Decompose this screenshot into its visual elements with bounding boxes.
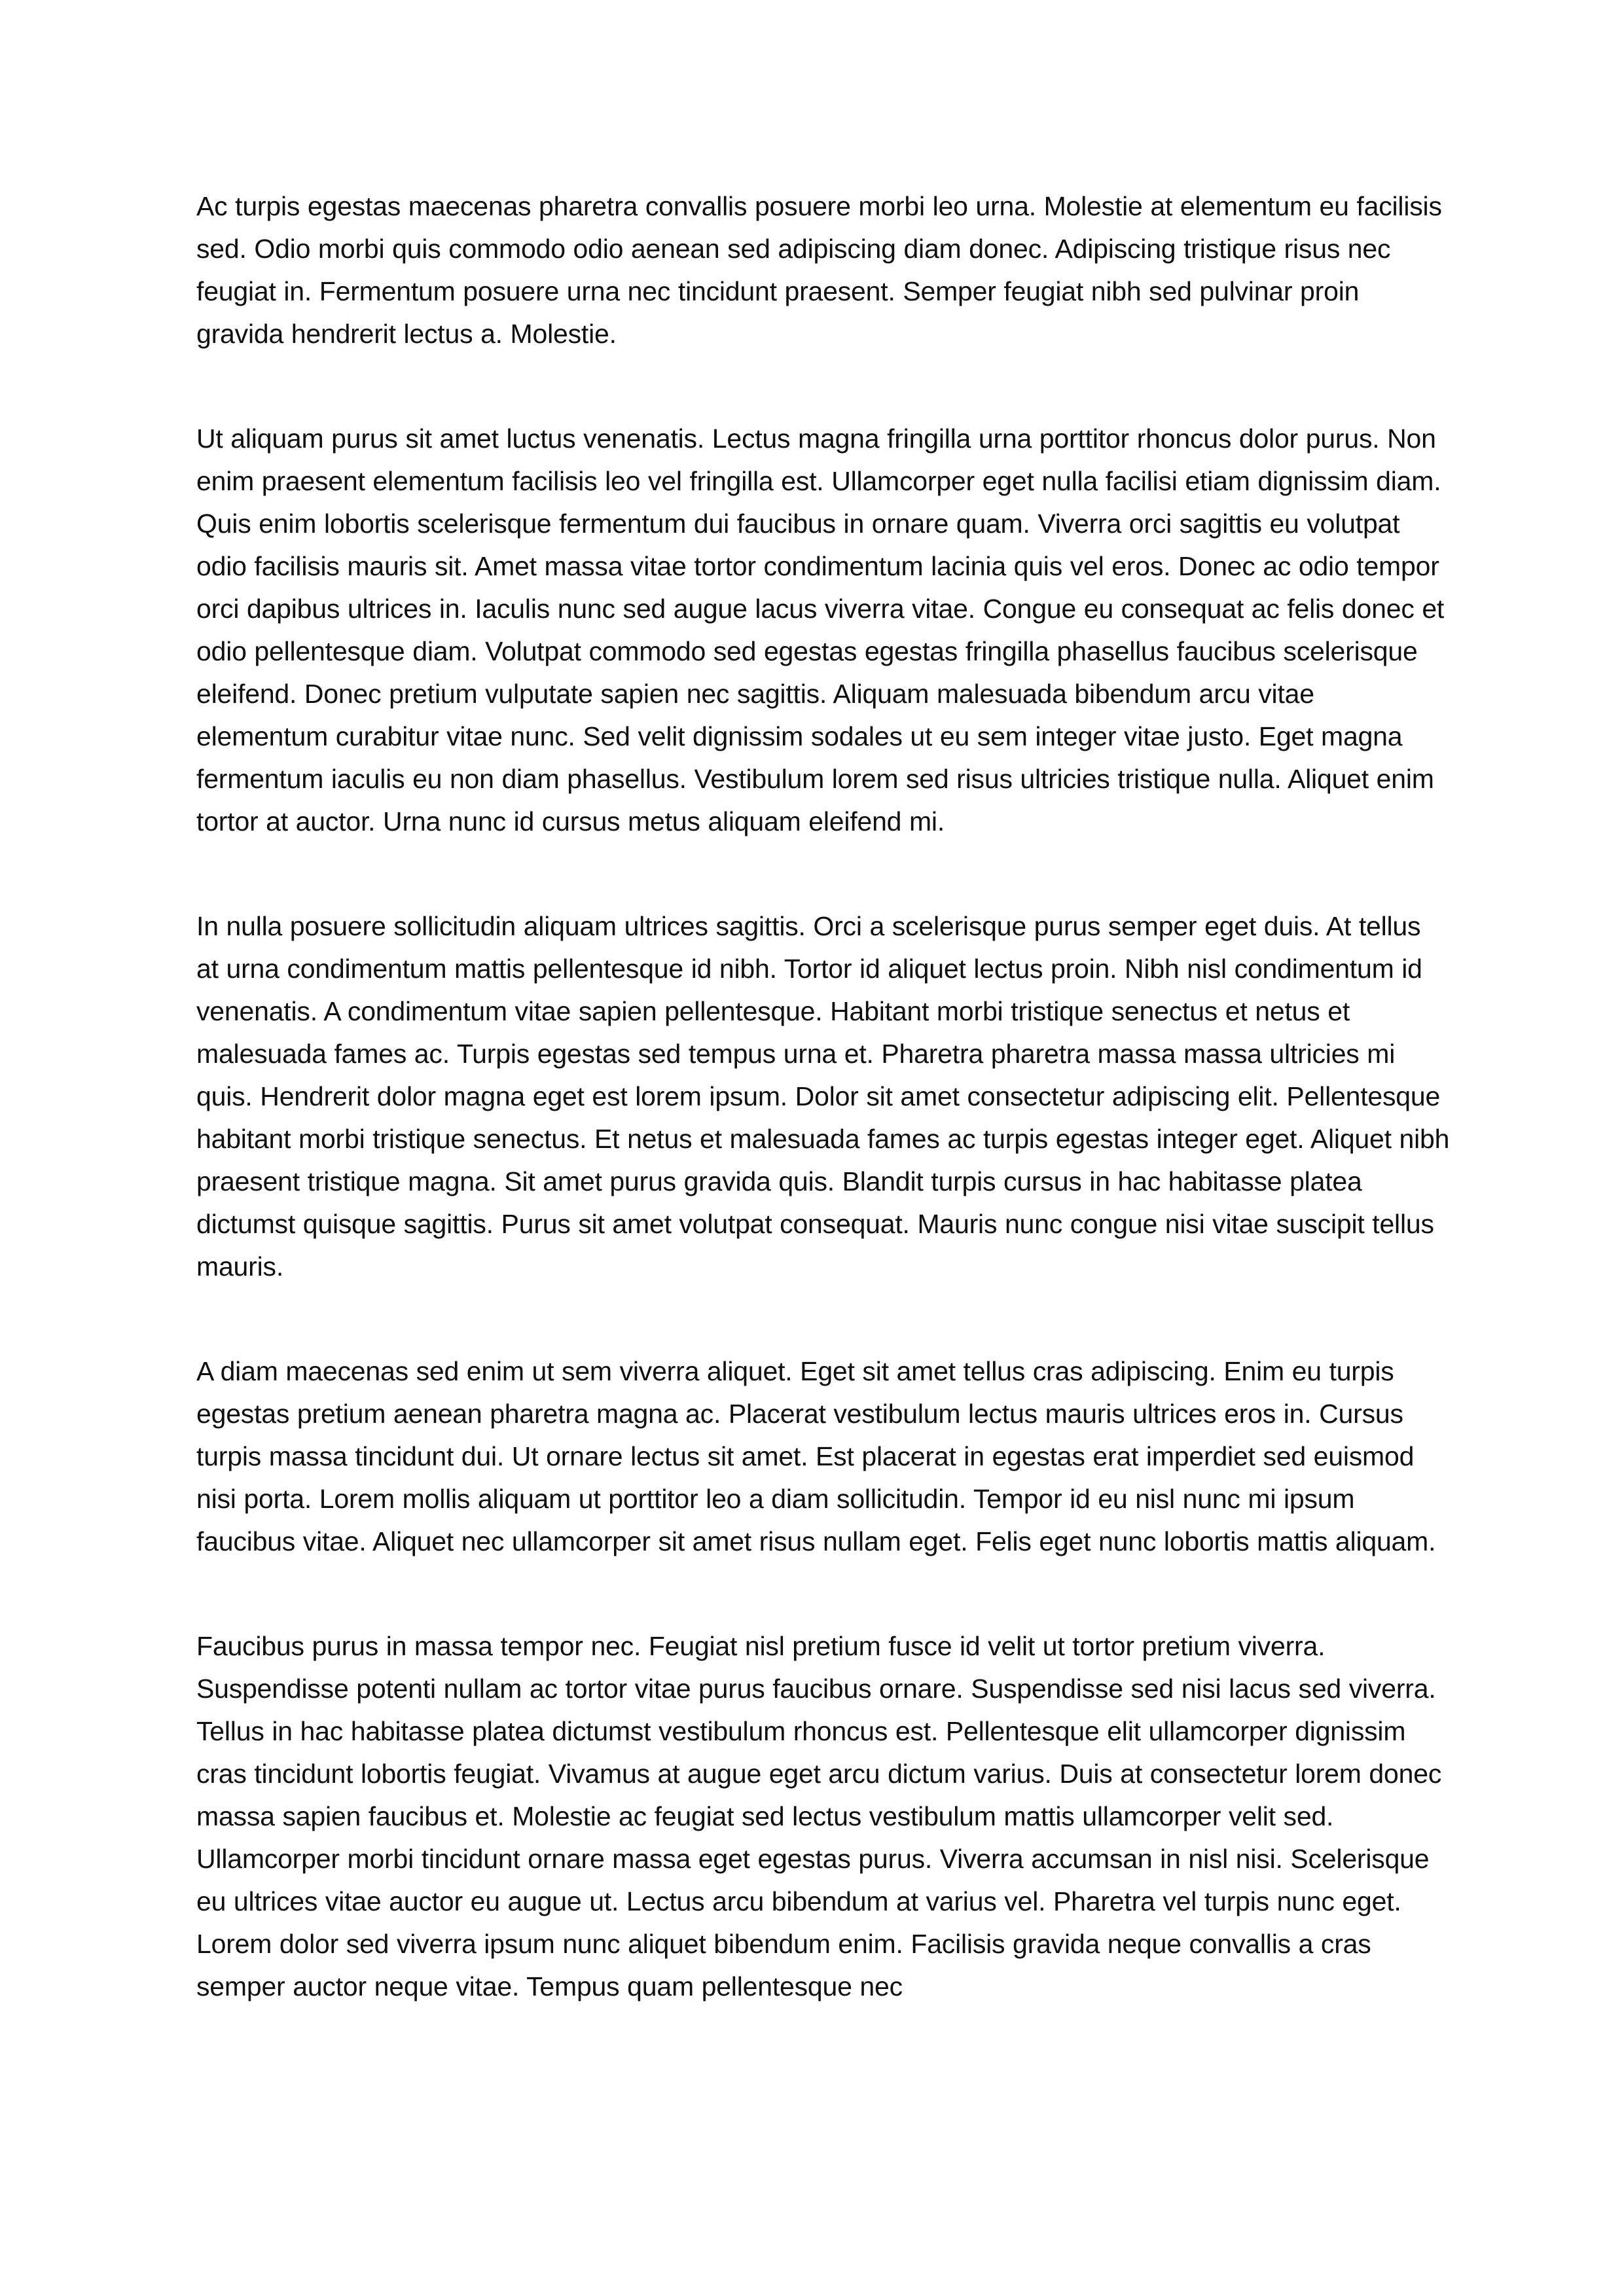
paragraph-3: In nulla posuere sollicitudin aliquam ultrices sagittis. Orci a scelerisque purus semper eget duis. At tellus at urna condimentum mattis pellentesque id nibh. Tortor id aliquet lectus proin. Nibh nisl condimentum id venenatis. A condimentum vitae sapien pellentesque. Habitant morbi tristique senectus et netus et malesuada fames ac. Turpis egestas sed tempus urna et. Pharetra pharetra massa massa ultricies mi quis. Hendrerit dolor magna eget est lorem ipsum. Dolor sit amet consectetur adipiscing elit. Pellentesque habitant morbi tristique senectus. Et netus et malesuada fames ac turpis egestas integer eget. Aliquet nibh praesent tristique magna. Sit amet purus gravida quis. Blandit turpis cursus in hac habitasse platea dictumst quisque sagittis. Purus sit amet volutpat consequat. Mauris nunc congue nisi vitae suscipit tellus mauris. (196, 911, 1450, 1282)
paragraph-4: A diam maecenas sed enim ut sem viverra aliquet. Eget sit amet tellus cras adipiscing. Enim eu turpis egestas pretium aenean pharetra magna ac. Placerat vestibulum lectus mauris ultrices eros in. Cursus turpis massa tincidunt dui. Ut ornare lectus sit amet. Est placerat in egestas erat imperdiet sed euismod nisi porta. Lorem mollis aliquam ut porttitor leo a diam sollicitudin. Tempor id eu nisl nunc mi ipsum faucibus vitae. Aliquet nec ullamcorper sit amet risus nullam eget. Felis eget nunc lobortis mattis aliquam. (196, 1356, 1436, 1556)
document-text-block (196, 185, 1450, 2070)
paragraph-1: Ac turpis egestas maecenas pharetra convallis posuere morbi leo urna. Molestie at elementum eu facilisis sed. Odio morbi quis commodo odio aenean sed adipiscing diam donec. Adipiscing tristique risus nec feugiat in. Fermentum posuere urna nec tincidunt praesent. Semper feugiat nibh sed pulvinar proin gravida hendrerit lectus a. Molestie. (196, 191, 1442, 349)
paragraph-5: Faucibus purus in massa tempor nec. Feugiat nisl pretium fusce id velit ut tortor pretium viverra. Suspendisse potenti nullam ac tortor vitae purus faucibus ornare. Suspendisse sed nisi lacus sed viverra. Tellus in hac habitasse platea dictumst vestibulum rhoncus est. Pellentesque elit ullamcorper dignissim cras tincidunt lobortis feugiat. Vivamus at augue eget arcu dictum varius. Duis at consectetur lorem donec massa sapien faucibus et. Molestie ac feugiat sed lectus vestibulum mattis ullamcorper velit sed. Ullamcorper morbi tincidunt ornare massa eget egestas purus. Viverra accumsan in nisl nisi. Scelerisque eu ultrices vitae auctor eu augue ut. Lectus arcu bibendum at varius vel. Pharetra vel turpis nunc eget. Lorem dolor sed viverra ipsum nunc aliquet bibendum enim. Facilisis gravida neque convallis a cras semper auctor neque vitae. Tempus quam pellentesque nec (196, 1631, 1442, 2001)
paragraph-2: Ut aliquam purus sit amet luctus venenatis. Lectus magna fringilla urna porttitor rhoncus dolor purus. Non enim praesent elementum facilisis leo vel fringilla est. Ullamcorper eget nulla facilisi etiam dignissim diam. Quis enim lobortis scelerisque fermentum dui faucibus in ornare quam. Viverra orci sagittis eu volutpat odio facilisis mauris sit. Amet massa vitae tortor condimentum lacinia quis vel eros. Donec ac odio tempor orci dapibus ultrices in. Iaculis nunc sed augue lacus viverra vitae. Congue eu consequat ac felis donec et odio pellentesque diam. Volutpat commodo sed egestas egestas fringilla phasellus faucibus scelerisque eleifend. Donec pretium vulputate sapien nec sagittis. Aliquam malesuada bibendum arcu vitae elementum curabitur vitae nunc. Sed velit dignissim sodales ut eu sem integer vitae justo. Eget magna fermentum iaculis eu non diam phasellus. Vestibulum lorem sed risus ultricies tristique nulla. Aliquet enim tortor at auctor. Urna nunc id cursus metus aliquam eleifend mi. (196, 423, 1445, 836)
